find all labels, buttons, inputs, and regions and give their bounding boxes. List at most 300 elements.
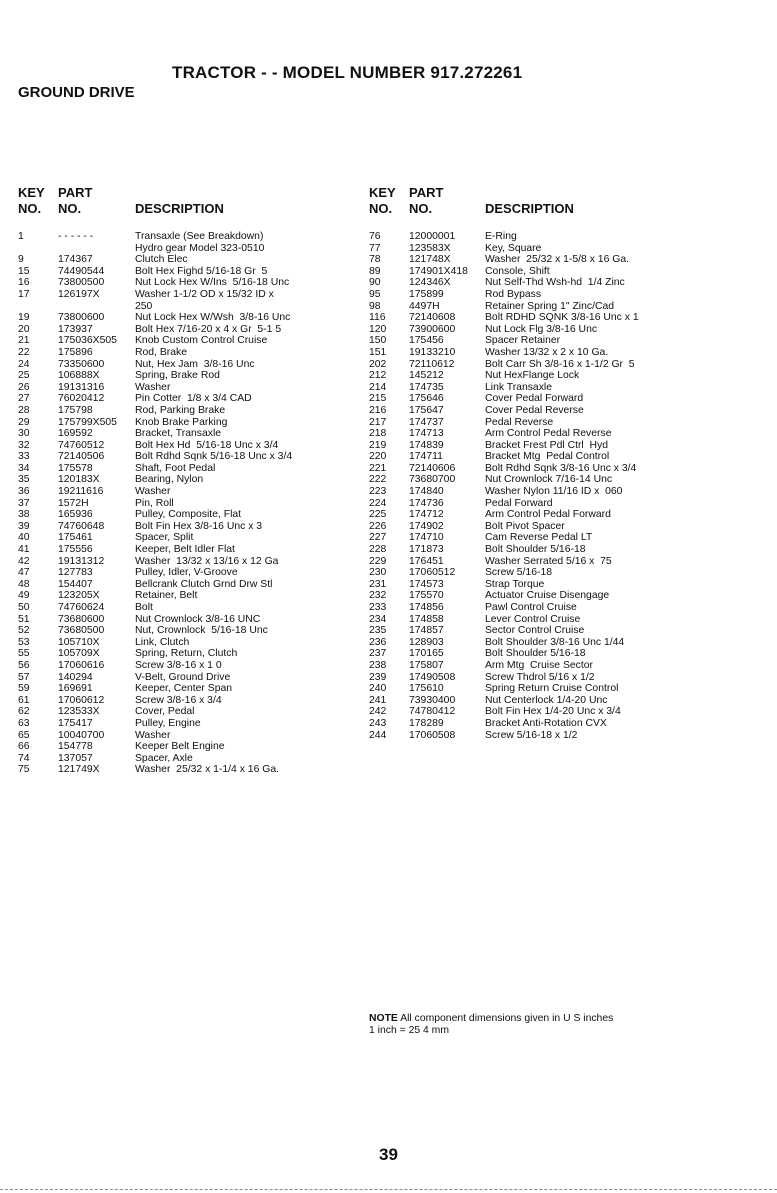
- key-number: 116: [369, 312, 386, 324]
- key-number: 63: [18, 717, 30, 729]
- parts-row: [369, 370, 769, 382]
- part-description: Screw Thdrol 5/16 x 1/2: [485, 671, 595, 683]
- parts-row: [369, 567, 769, 579]
- parts-row: [18, 637, 348, 649]
- dimension-note: [369, 1013, 613, 1036]
- parts-row: [18, 382, 348, 394]
- part-number: 174573: [409, 578, 444, 590]
- parts-row: [369, 683, 769, 695]
- parts-row: [369, 463, 769, 475]
- part-description: Arm Control Pedal Reverse: [485, 428, 612, 440]
- key-number: 28: [18, 404, 30, 416]
- part-number: 170165: [409, 648, 444, 660]
- description-header: DESCRIPTION: [485, 201, 574, 216]
- key-number: 65: [18, 729, 30, 741]
- part-number: 175647: [409, 404, 444, 416]
- part-description: Washer Nylon 11/16 ID x 060: [485, 486, 623, 498]
- part-description: Spring Return Cruise Control: [485, 683, 619, 695]
- part-number: 72140608: [409, 312, 456, 324]
- key-number: 222: [369, 474, 387, 486]
- part-description: Key, Square: [485, 242, 542, 254]
- parts-row: [18, 544, 348, 556]
- parts-row: [369, 637, 769, 649]
- part-number: 175646: [409, 393, 444, 405]
- parts-row: [369, 730, 769, 742]
- parts-row: [369, 312, 769, 324]
- part-number: 174710: [409, 532, 444, 544]
- part-description: Strap Torque: [485, 578, 545, 590]
- key-no-header: NO.: [18, 201, 42, 216]
- key-number: 227: [369, 532, 387, 544]
- part-description: Bolt Shoulder 3/8-16 Unc 1/44: [485, 636, 625, 648]
- key-number: 234: [369, 613, 387, 625]
- parts-row: [18, 730, 348, 742]
- key-number: 16: [18, 277, 30, 289]
- key-number: 236: [369, 636, 387, 648]
- part-header: PART: [58, 185, 93, 200]
- part-number: 17490508: [409, 671, 456, 683]
- parts-row: [369, 590, 769, 602]
- key-number: 150: [369, 335, 387, 347]
- part-description: Nut HexFlange Lock: [485, 370, 580, 382]
- part-number: 19211616: [58, 486, 104, 498]
- key-number: 218: [369, 428, 387, 440]
- parts-row: [18, 660, 348, 672]
- parts-row: [18, 590, 348, 602]
- part-description: Keeper Belt Engine: [135, 741, 225, 753]
- part-description: Shaft, Foot Pedal: [135, 462, 216, 474]
- part-description: Bolt Fin Hex 1/4-20 Unc x 3/4: [485, 706, 621, 718]
- parts-row: [18, 417, 348, 429]
- part-number: 174736: [409, 497, 444, 509]
- key-number: 231: [369, 578, 387, 590]
- part-number: 73680600: [58, 613, 105, 625]
- parts-row: [18, 474, 348, 486]
- key-number: 52: [18, 625, 30, 637]
- key-number: 212: [369, 370, 387, 382]
- parts-row: [369, 451, 769, 463]
- parts-row: [369, 335, 769, 347]
- part-number: 174856: [409, 602, 444, 613]
- part-number: 175798: [58, 404, 93, 416]
- part-description: Bolt Shoulder 5/16-18: [485, 648, 586, 660]
- part-description: Cam Reverse Pedal LT: [485, 532, 593, 544]
- parts-list-left: [18, 231, 348, 776]
- part-number: 124346X: [409, 277, 451, 289]
- part-description: Link, Clutch: [135, 636, 190, 648]
- part-number: 174839: [409, 439, 444, 451]
- part-number: 169691: [58, 683, 93, 695]
- parts-row: [369, 231, 769, 243]
- key-number: 32: [18, 439, 30, 451]
- parts-row: [18, 602, 348, 614]
- part-number: 171873: [409, 544, 444, 556]
- parts-row: [369, 579, 769, 591]
- key-number: 232: [369, 590, 387, 602]
- key-number: 239: [369, 671, 387, 683]
- key-number: 95: [369, 288, 381, 300]
- parts-row: [369, 254, 769, 266]
- part-description: Pulley, Idler, V-Groove: [135, 567, 238, 579]
- parts-row: [18, 451, 348, 463]
- part-number: 165936: [58, 509, 93, 521]
- part-description: Nut, Crownlock 5/16-18 Unc: [135, 625, 268, 637]
- key-number: 240: [369, 683, 387, 695]
- parts-row: [369, 544, 769, 556]
- key-number: 238: [369, 659, 387, 671]
- part-number: 74490544: [58, 265, 105, 277]
- parts-row: [18, 648, 348, 660]
- key-number: 221: [369, 462, 387, 474]
- parts-row: [18, 393, 348, 405]
- part-number: 169592: [58, 428, 93, 440]
- parts-row: [18, 440, 348, 452]
- parts-row: [369, 266, 769, 278]
- part-number: 174902: [409, 520, 444, 532]
- part-description: Washer 25/32 x 1-1/4 x 16 Ga.: [135, 764, 280, 776]
- part-number: 17060612: [58, 694, 105, 706]
- key-number: 78: [369, 254, 381, 266]
- parts-row: [18, 683, 348, 695]
- parts-row: [369, 440, 769, 452]
- part-number: 105710X: [58, 636, 100, 648]
- part-description: Screw 5/16-18: [485, 567, 552, 579]
- parts-row: [18, 718, 348, 730]
- part-number: 176451: [409, 555, 444, 567]
- parts-row: [18, 266, 348, 278]
- parts-row: [18, 347, 348, 359]
- part-number: 174713: [409, 428, 444, 440]
- part-description: Pin Cotter 1/8 x 3/4 CAD: [135, 393, 252, 405]
- parts-row: [18, 521, 348, 533]
- part-description: Spring, Return, Clutch: [135, 648, 238, 660]
- part-number: 154407: [58, 578, 93, 590]
- key-number: 9: [18, 254, 24, 266]
- key-number: 1: [18, 231, 24, 242]
- part-number: 76020412: [58, 393, 105, 405]
- part-number: 137057: [58, 752, 93, 764]
- parts-row: [18, 509, 348, 521]
- key-number: 29: [18, 416, 30, 428]
- part-description: Washer 25/32 x 1-5/8 x 16 Ga.: [485, 254, 630, 266]
- part-description: Washer: [135, 486, 171, 498]
- part-description: Cover Pedal Forward: [485, 393, 584, 405]
- part-number: 174737: [409, 416, 444, 428]
- part-number: 174735: [409, 381, 444, 393]
- part-number: 175456: [409, 335, 444, 347]
- part-description: Cover Pedal Reverse: [485, 404, 584, 416]
- part-description: Spacer Retainer: [485, 335, 561, 347]
- key-number: 30: [18, 428, 30, 440]
- part-description: Actuator Cruise Disengage: [485, 590, 610, 602]
- part-description: Retainer, Belt: [135, 590, 198, 602]
- part-description: E-Ring: [485, 231, 517, 242]
- part-number: 73800600: [58, 312, 105, 324]
- parts-row: [369, 614, 769, 626]
- part-number: - - - - - -: [58, 231, 94, 242]
- part-description: Nut Centerlock 1/4-20 Unc: [485, 694, 608, 706]
- part-description: Bellcrank Clutch Grnd Drw Stl: [135, 578, 273, 590]
- key-number: 53: [18, 636, 30, 648]
- part-number: 173937: [58, 323, 93, 335]
- part-description: Nut, Hex Jam 3/8-16 Unc: [135, 358, 255, 370]
- note-text: All component dimensions given in U S inches: [397, 1013, 614, 1024]
- parts-row: [369, 602, 769, 614]
- parts-row: [369, 556, 769, 568]
- part-number: 19131316: [58, 381, 105, 393]
- part-number: 105709X: [58, 648, 100, 660]
- key-number: 151: [369, 346, 387, 358]
- parts-row: [18, 405, 348, 417]
- part-description: Nut Lock Hex W/Wsh 3/8-16 Unc: [135, 312, 291, 324]
- parts-row: [18, 312, 348, 324]
- part-description: Nut Crownlock 7/16-14 Unc: [485, 474, 613, 486]
- parts-row: [18, 486, 348, 498]
- part-number: 73680700: [409, 474, 456, 486]
- part-description: Spacer, Axle: [135, 752, 193, 764]
- part-description: Arm Mtg Cruise Sector: [485, 659, 593, 671]
- part-number: 174840: [409, 486, 444, 498]
- key-number: 66: [18, 741, 30, 753]
- key-number: 49: [18, 590, 30, 602]
- key-number: 225: [369, 509, 387, 521]
- part-description: Screw 3/8-16 x 3/4: [135, 694, 222, 706]
- key-header: KEY: [369, 185, 396, 200]
- parts-row: [18, 463, 348, 475]
- key-number: 242: [369, 706, 387, 718]
- parts-row: [18, 614, 348, 626]
- parts-row: [18, 324, 348, 336]
- key-number: 56: [18, 659, 30, 671]
- part-description: Washer 13/32 x 2 x 10 Ga.: [485, 346, 609, 358]
- part-description: Bolt: [135, 602, 153, 613]
- key-number: 241: [369, 694, 387, 706]
- parts-row: [18, 706, 348, 718]
- parts-row: [18, 532, 348, 544]
- key-number: 244: [369, 729, 387, 741]
- part-description: Rod Bypass: [485, 288, 542, 300]
- key-number: 22: [18, 346, 30, 358]
- key-number: 75: [18, 764, 30, 776]
- parts-row: [18, 370, 348, 382]
- part-number: 175896: [58, 346, 93, 358]
- key-number: 50: [18, 602, 30, 613]
- key-number: 41: [18, 544, 30, 556]
- part-description: Bolt Shoulder 5/16-18: [485, 544, 586, 556]
- part-description: Washer 1-1/2 OD x 15/32 ID x: [135, 288, 274, 300]
- part-number: 174857: [409, 625, 444, 637]
- part-description: Bracket Anti-Rotation CVX: [485, 717, 607, 729]
- part-description: Bolt RDHD SQNK 3/8-16 Unc x 1: [485, 312, 639, 324]
- key-number: 40: [18, 532, 30, 544]
- part-description: Keeper, Center Span: [135, 683, 233, 695]
- parts-row: [369, 718, 769, 730]
- parts-row: [369, 498, 769, 510]
- part-number: 73350600: [58, 358, 105, 370]
- part-no-header: NO.: [58, 201, 82, 216]
- part-description: Bracket, Transaxle: [135, 428, 222, 440]
- parts-row: [18, 277, 348, 289]
- column-header: [18, 185, 348, 231]
- part-description: Pulley, Engine: [135, 717, 201, 729]
- key-number: 33: [18, 451, 30, 463]
- part-description: Bolt Fin Hex 3/8-16 Unc x 3: [135, 520, 263, 532]
- part-description: Arm Control Pedal Forward: [485, 509, 611, 521]
- parts-row: [369, 532, 769, 544]
- part-description: Hydro gear Model 323-0510: [135, 242, 265, 254]
- part-number: 74760512: [58, 439, 105, 451]
- parts-row: [369, 405, 769, 417]
- parts-row: [369, 382, 769, 394]
- parts-row: [18, 498, 348, 510]
- page-number: 39: [379, 1145, 398, 1164]
- part-number: 175899: [409, 288, 444, 300]
- part-description: Screw 5/16-18 x 1/2: [485, 729, 578, 741]
- part-number: 73930400: [409, 694, 456, 706]
- part-description: Spacer, Split: [135, 532, 194, 544]
- part-description: Pin, Roll: [135, 497, 174, 509]
- part-number: 140294: [58, 671, 93, 683]
- part-description: Washer: [135, 381, 171, 393]
- key-number: 216: [369, 404, 387, 416]
- key-number: 226: [369, 520, 387, 532]
- part-description: Nut Crownlock 3/8-16 UNC: [135, 613, 261, 625]
- key-number: 59: [18, 683, 30, 695]
- part-description: Sector Control Cruise: [485, 625, 585, 637]
- part-description: Pedal Reverse: [485, 416, 554, 428]
- key-number: 25: [18, 370, 30, 382]
- key-number: 17: [18, 288, 30, 300]
- part-description: Nut Lock Flg 3/8-16 Unc: [485, 323, 598, 335]
- part-number: 145212: [409, 370, 444, 382]
- parts-row: [369, 486, 769, 498]
- key-number: 89: [369, 265, 381, 277]
- key-number: 57: [18, 671, 30, 683]
- part-number: 74780412: [409, 706, 456, 718]
- key-number: 42: [18, 555, 30, 567]
- part-description: Retainer Spring 1" Zinc/Cad: [485, 300, 615, 312]
- key-no-header: NO.: [369, 201, 393, 216]
- parts-column-left: [18, 185, 348, 776]
- parts-row: [369, 706, 769, 718]
- key-number: 37: [18, 497, 30, 509]
- part-number: 178289: [409, 717, 444, 729]
- parts-row: [18, 579, 348, 591]
- section-heading: GROUND DRIVE: [18, 84, 135, 101]
- key-number: 74: [18, 752, 30, 764]
- key-number: 20: [18, 323, 30, 335]
- part-number: 72110612: [409, 358, 455, 370]
- part-number: 10040700: [58, 729, 105, 741]
- key-number: 76: [369, 231, 381, 242]
- part-number: 154778: [58, 741, 93, 753]
- key-number: 224: [369, 497, 387, 509]
- part-number: 106888X: [58, 370, 100, 382]
- key-number: 120: [369, 323, 387, 335]
- part-number: 121748X: [409, 254, 451, 266]
- parts-row: [369, 277, 769, 289]
- parts-row: [18, 359, 348, 371]
- part-number: 174711: [409, 451, 443, 463]
- parts-row: [18, 301, 348, 313]
- parts-row: [369, 289, 769, 301]
- key-number: 214: [369, 381, 387, 393]
- part-description: Nut Lock Hex W/Ins 5/16-18 Unc: [135, 277, 290, 289]
- part-description: Bolt Pivot Spacer: [485, 520, 565, 532]
- key-number: 62: [18, 706, 30, 718]
- key-number: 215: [369, 393, 387, 405]
- parts-row: [369, 324, 769, 336]
- part-header: PART: [409, 185, 444, 200]
- part-description: Console, Shift: [485, 265, 550, 277]
- parts-row: [18, 243, 348, 255]
- part-description: Rod, Brake: [135, 346, 187, 358]
- part-description: Cover, Pedal: [135, 706, 195, 718]
- part-description: Bolt Rdhd Sqnk 3/8-16 Unc x 3/4: [485, 462, 637, 474]
- part-number: 175036X505: [58, 335, 117, 347]
- part-number: 123533X: [58, 706, 100, 718]
- part-description: Bolt Hex Fighd 5/16-18 Gr 5: [135, 265, 268, 277]
- part-number: 12000001: [409, 231, 456, 242]
- parts-list-right: [369, 231, 769, 741]
- parts-row: [369, 417, 769, 429]
- part-description: Knob Custom Control Cruise: [135, 335, 268, 347]
- part-description: Bracket Frest Pdl Ctrl Hyd: [485, 439, 608, 451]
- key-number: 228: [369, 544, 387, 556]
- key-number: 61: [18, 694, 30, 706]
- parts-row: [369, 509, 769, 521]
- part-description: Lever Control Cruise: [485, 613, 581, 625]
- parts-row: [18, 695, 348, 707]
- part-number: 175556: [58, 544, 93, 556]
- part-description: Keeper, Belt Idler Flat: [135, 544, 235, 556]
- part-number: 175570: [409, 590, 444, 602]
- part-number: 1572H: [58, 497, 89, 509]
- key-number: 237: [369, 648, 387, 660]
- part-number: 123583X: [409, 242, 451, 254]
- part-number: 19133210: [409, 346, 456, 358]
- key-number: 98: [369, 300, 381, 312]
- part-number: 123205X: [58, 590, 100, 602]
- part-number: 73680500: [58, 625, 105, 637]
- parts-row: [369, 625, 769, 637]
- parts-row: [369, 359, 769, 371]
- parts-row: [369, 243, 769, 255]
- unit-conversion: 1 inch = 25 4 mm: [369, 1024, 449, 1036]
- part-number: 72140506: [58, 451, 105, 463]
- part-number: 126197X: [58, 288, 100, 300]
- parts-row: [18, 254, 348, 266]
- part-number: 175417: [58, 717, 93, 729]
- parts-row: [18, 672, 348, 684]
- parts-row: [18, 231, 348, 243]
- part-description: Pulley, Composite, Flat: [135, 509, 242, 521]
- key-number: 202: [369, 358, 387, 370]
- part-description: Washer 13/32 x 13/16 x 12 Ga: [135, 555, 279, 567]
- column-header: [369, 185, 769, 231]
- part-description: Knob Brake Parking: [135, 416, 228, 428]
- page-title: TRACTOR - - MODEL NUMBER 917.272261: [172, 63, 523, 82]
- key-number: 34: [18, 462, 30, 474]
- key-number: 24: [18, 358, 30, 370]
- key-number: 27: [18, 393, 30, 405]
- part-number: 175578: [58, 462, 93, 474]
- key-number: 21: [18, 335, 30, 347]
- part-description: Spring, Brake Rod: [135, 370, 220, 382]
- part-description: Washer Serrated 5/16 x 75: [485, 555, 612, 567]
- part-number: 73800500: [58, 277, 105, 289]
- key-number: 219: [369, 439, 387, 451]
